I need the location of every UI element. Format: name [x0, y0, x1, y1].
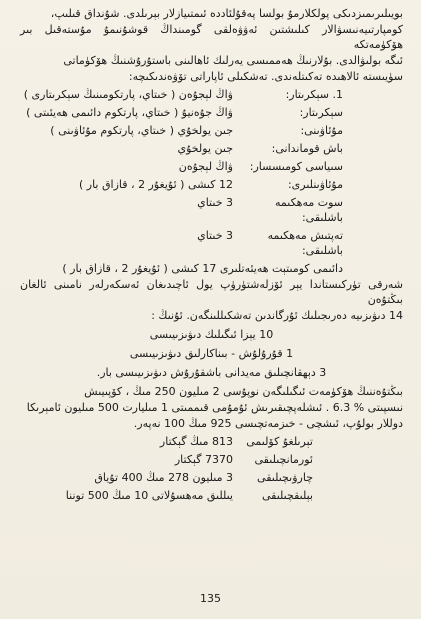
- list-item: 3 دېھقانچىلىق مەيدانى باشقۇرۇش دىۋىزىيىسى بار.: [96, 366, 327, 379]
- org-value: ۋاڭ لېجۇەن: [178, 160, 233, 173]
- org-value: 12 كىشى ( ئۇيغۇر 2 ، قازاق بار ): [78, 178, 233, 191]
- stat-value: يىللىق مەھسۇلاتى 10 مىڭ 500 توننا: [65, 489, 233, 502]
- org-row: [20, 177, 403, 192]
- paragraph-line: دوللار بولۇپ، ئىشچى - خىزمەتچىسى 925 مىڭ 100 نەپەر.: [133, 417, 403, 430]
- org-value: جىن يولخۇي: [177, 142, 233, 155]
- paragraph-line: بىڭتۇەننىڭ ھۆكۈمەت ئىگىلىگەن نوپۇسى 2 مىليون 250 مىڭ ، كۆپىيىش: [84, 385, 403, 398]
- org-value: ۋاڭ لېجۇەن ( خىتاي، پارتكومىنىڭ سېكرىتارى ): [23, 88, 233, 101]
- stat-row: [20, 452, 403, 467]
- stat-label: تېرىلغۇ كۆلىمى: [246, 435, 313, 448]
- org-value: 3 خىتاي: [197, 196, 233, 209]
- org-label: تەپتىش مەھكىمە باشلىقى:: [267, 229, 343, 257]
- stat-row: [20, 470, 403, 485]
- paragraph-line: سۈيىستە ئالاھىدە تەكىتلەندى. تەشكىلى ئاپاراتى تۆۋەندىكىچە:: [128, 70, 403, 83]
- org-value: جىن يولخۇي ( خىتاي، پارتكوم مۇئاۋىنى ): [50, 124, 233, 137]
- paragraph-line: 14 دىۋىزىيە دەرىجىلىك ئۇرگاندىن تەشكىللىنگەن. ئۇنىڭ :: [151, 309, 403, 322]
- org-row: [20, 123, 403, 138]
- org-label: باش قوماندانى:: [271, 142, 343, 155]
- body-text: [20, 6, 403, 506]
- org-row: [20, 87, 403, 102]
- stat-label: ئورمانچىلىقى: [254, 453, 313, 466]
- org-value: ۋاڭ جۇەنيۇ ( خىتاي، پارتكوم دائىمى ھەيئىتى ): [26, 106, 233, 119]
- stat-row: [20, 488, 403, 503]
- page-number: 135: [200, 592, 221, 605]
- stat-label: چارۋىچىلىقى: [257, 471, 313, 484]
- stat-value: 7370 گېكتار: [174, 453, 233, 466]
- org-row: [20, 228, 403, 258]
- org-row: [20, 141, 403, 156]
- org-label: سوت مەھكىمە باشلىقى:: [275, 196, 343, 224]
- paragraph-line: نىسپىتى % 6.3 . ئىشلەپچىقىرىش ئۇمۇمى قىممىتى 1 مىليارت 500 مىليون ئامېرىكا: [26, 401, 403, 414]
- org-row: [20, 105, 403, 120]
- stat-value: 813 مىڭ گېكتار: [159, 435, 233, 448]
- paragraph-line: كومپارتىيەنىسۋالار كىلىشتىن ئەۋۋەلقى گومىنداڭ قوشۇنىمۇ مۇستەقىل بىر ھۆكۈمەتكە: [20, 23, 403, 51]
- org-label: مۇئاۋىنلىرى:: [287, 178, 343, 191]
- list-item: 10 يېزا ئىگىلىك دىۋىزىيىسى: [149, 328, 274, 341]
- org-label: سېكرىتار:: [299, 106, 343, 119]
- org-row: [20, 195, 403, 225]
- org-label: سىياسى كومىسسار:: [249, 160, 343, 173]
- org-row: [20, 159, 403, 174]
- stat-label: بېلىقچىلىقى: [261, 489, 313, 502]
- list-item: 1 قۇرۇلۇش - بىناكارلىق دىۋىزىيىسى: [129, 347, 294, 360]
- paragraph-line: دائىمى كومىتېت ھەيئەتلىرى 17 كىشى ( ئۇيغۇر 2 ، قازاق بار ): [62, 262, 343, 275]
- stat-value: 3 مىليون 278 مىڭ 400 تۇياق: [94, 471, 233, 484]
- paragraph-line: بويىلىرىمىزدىكى پولكلارمۇ بولسا پەقۇلئاددە ئىمتىيازلار بېرىلدى. شۇنداق قىلىپ،: [50, 7, 403, 20]
- paragraph-line: شەرقى تۈركىستاندا يېر ئۆزلەشتۈرۈپ يول ئاچىدىغان ئەسكەرلەر نامىنى ئالغان بىڭتۇەن: [20, 278, 403, 306]
- paragraph-line: ئىگە بولىۋالدى. بۇلارنىڭ ھەممىسى يەرلىك ئاھالىنى باستۇرۇشنىڭ ھۆكۈماتى: [63, 54, 403, 67]
- org-label: مۇئاۋىنى:: [300, 124, 343, 137]
- stat-row: [20, 434, 403, 449]
- org-label: 1. سېكرىتار:: [285, 88, 343, 101]
- org-value: 3 خىتاي: [197, 229, 233, 242]
